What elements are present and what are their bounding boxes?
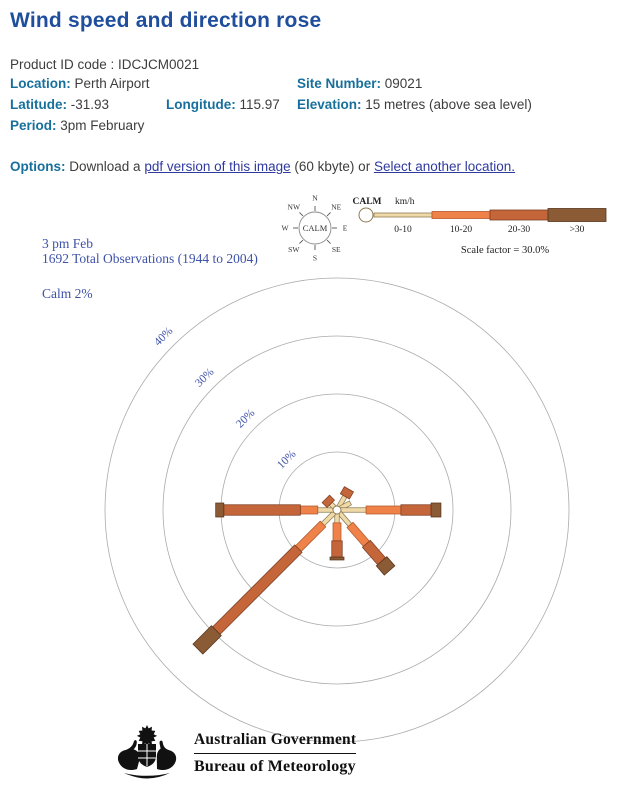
calm-label: Calm 2% (42, 286, 93, 301)
ring-label: 10% (275, 448, 299, 472)
longitude-value: 115.97 (239, 97, 280, 112)
latitude-label: Latitude: (10, 97, 67, 112)
arm-segment (401, 505, 431, 516)
arm-segment (296, 521, 326, 551)
chart-subtitle: 1692 Total Observations (1944 to 2004) (42, 251, 258, 266)
longitude-label: Longitude: (166, 97, 236, 112)
legend-bin-swatch (490, 210, 548, 220)
arm-segment (431, 503, 441, 517)
rose-arms (193, 487, 441, 654)
compass-legend (281, 194, 347, 263)
arm-sw (193, 507, 340, 654)
compass-label-n: N (312, 193, 318, 203)
compass-label-s: S (312, 253, 318, 263)
compass-calm-label: CALM (302, 223, 328, 233)
legend-bin-label: 20-30 (507, 225, 531, 235)
arm-segment (213, 545, 302, 634)
compass-label-ne: NE (331, 202, 342, 212)
compass-tick (327, 240, 331, 244)
arm-segment (330, 557, 344, 560)
compass-label-sw: SW (288, 244, 300, 254)
compass-label-e: E (342, 223, 348, 233)
bureau-text: Bureau of Meteorology (194, 757, 356, 775)
legend-bin-swatch (548, 209, 606, 222)
pdf-version-link[interactable]: pdf version of this image (144, 159, 291, 174)
arm-segment (340, 508, 366, 513)
arm-segment (224, 505, 301, 516)
coat-of-arms-icon (112, 724, 182, 782)
elevation-label: Elevation: (297, 97, 362, 112)
arm-w (216, 503, 334, 517)
elevation-field (297, 97, 532, 112)
arm-segment (333, 523, 341, 541)
legend-calm-circle (359, 208, 373, 222)
rose-hub (333, 506, 341, 514)
legend-bin-label: >30 (569, 225, 585, 235)
location-label: Location: (10, 76, 71, 91)
speed-legend (352, 197, 606, 256)
legend-bin-swatch (432, 212, 490, 219)
chart-header (42, 236, 258, 301)
legend-bin-label: 10-20 (449, 225, 473, 235)
footer-logo (112, 724, 356, 782)
legend-bin-label: 0-10 (394, 225, 412, 235)
compass-label-w: W (281, 223, 289, 233)
product-id-line: Product ID code : IDCJCM0021 (10, 57, 200, 72)
arm-segment (366, 506, 401, 514)
legend-bin-swatch (374, 213, 432, 217)
arm-segment (347, 522, 369, 546)
compass-tick (327, 212, 331, 216)
compass-tick (299, 240, 303, 244)
options-prefix: Download a (69, 159, 145, 174)
site-number-field (297, 76, 422, 91)
location-field (10, 76, 150, 91)
period-label: Period: (10, 118, 57, 133)
scale-factor-label: Scale factor = 30.0% (460, 245, 550, 256)
arm-segment (300, 506, 317, 514)
elevation-value: 15 metres (above sea level) (365, 97, 532, 112)
ring-label: 30% (193, 366, 217, 390)
chart-title: 3 pm Feb (42, 236, 94, 251)
compass-tick (299, 212, 303, 216)
longitude-field (166, 97, 280, 112)
wind-rose-chart (0, 190, 619, 786)
arm-segment (318, 508, 334, 513)
gov-text: Australian Government (194, 731, 356, 754)
arm-segment (216, 503, 224, 517)
ring-label: 40% (152, 325, 176, 349)
arm-s (330, 513, 344, 560)
options-middle: (60 kbyte) or (290, 159, 374, 174)
ring-label: 20% (234, 407, 258, 431)
arm-e (340, 503, 441, 517)
site-number-label: Site Number: (297, 76, 382, 91)
latitude-field (10, 97, 109, 112)
compass-label-nw: NW (287, 202, 301, 212)
page-title: Wind speed and direction rose (10, 9, 322, 32)
select-location-link[interactable]: Select another location. (373, 159, 516, 174)
legend-calm-label: CALM (352, 197, 382, 207)
options-label: Options: (10, 159, 66, 174)
period-value: 3pm February (60, 118, 145, 133)
period-field (10, 118, 144, 133)
compass-label-se: SE (331, 244, 341, 254)
site-number-value: 09021 (384, 76, 423, 91)
location-value: Perth Airport (74, 76, 150, 91)
options-line (10, 159, 515, 174)
arm-segment (332, 541, 343, 557)
legend-unit-label: km/h (395, 197, 415, 207)
latitude-value: -31.93 (70, 97, 110, 112)
